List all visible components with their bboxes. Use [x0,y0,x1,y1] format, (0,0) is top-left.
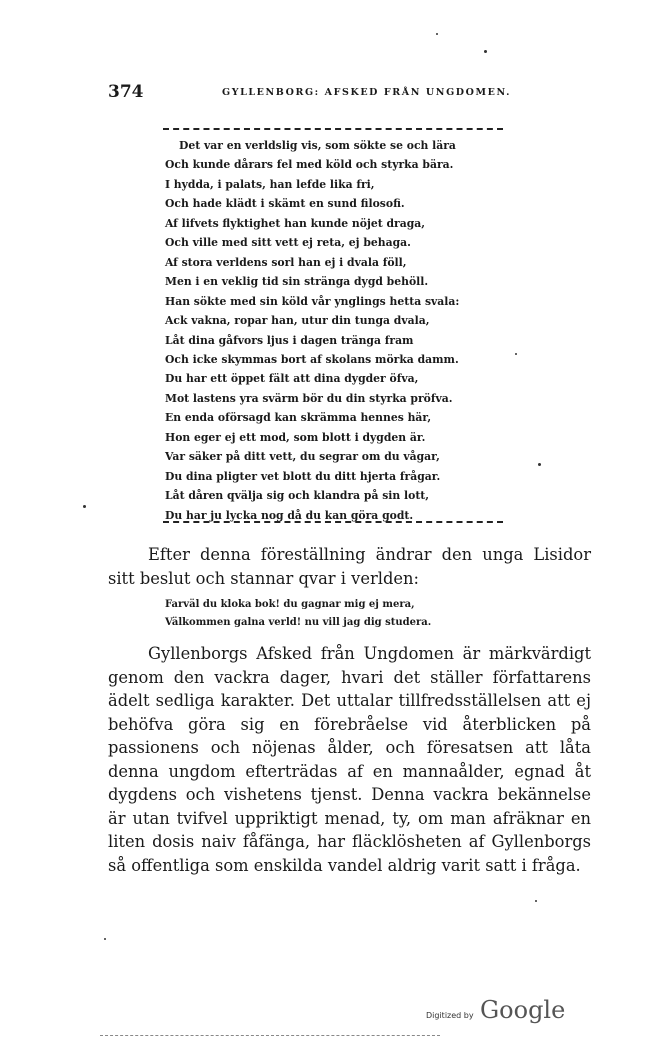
body-paragraph-1: Efter denna föreställning ändrar den unga Lisidor sitt beslut och stannar qvar i verlden: [108,545,591,588]
scan-speck [484,50,487,53]
poem-line: Du har ett öppet fält att dina dygder öfva, [165,372,419,386]
poem-line: En enda oförsagd kan skrämma hennes här, [165,411,432,425]
poem-line: Du har ju lycka nog då du kan göra godt. [165,508,414,522]
google-logo: Google [480,996,566,1024]
poem-line: Det var en verldslig vis, som sökte se och lära [179,139,456,152]
poem-line: Men i en veklig tid sin stränga dygd behöll. [165,275,429,289]
poem-line: Mot lastens yra svärm bör du din styrka pröfva. [165,391,453,405]
page-header [108,82,603,106]
poem-line: Och ville med sitt vett ej reta, ej behaga. [165,236,411,250]
poem-block [165,136,510,525]
scan-edge-noise [100,1035,440,1036]
poem-line: Hon eger ej ett mod, som blott i dygden är. [165,430,426,444]
running-title: GYLLENBORG: AFSKED FRÅN UNGDOMEN. [222,87,512,98]
couplet-line: Farväl du kloka bok! du gagnar mig ej mera, [165,599,415,610]
couplet-block [165,596,505,632]
poem-line: Af stora verldens sorl han ej i dvala föll, [165,255,407,269]
scan-speck [436,33,438,35]
couplet-line: Välkommen galna verld! nu vill jag dig studera. [165,617,432,628]
poem-line: Han sökte med sin köld vår ynglings hetta svala: [165,294,460,308]
bottom-dashed-rule [163,521,503,523]
poem-line: Du dina pligter vet blott du ditt hjerta frågar. [165,469,441,483]
poem-line: Låt dåren qvälja sig och klandra på sin lott, [165,489,430,503]
digitized-by-label: Digitized by [426,1011,474,1020]
poem-line: I hydda, i palats, han lefde lika fri, [165,177,375,191]
scan-speck [538,463,541,466]
poem-line: Låt dina gåfvors ljus i dagen tränga fram [165,333,414,347]
top-dashed-rule [163,128,503,130]
scan-speck [515,353,517,355]
poem-line: Och icke skymmas bort af skolans mörka damm. [165,352,459,366]
poem-line: Var säker på ditt vett, du segrar om du vågar, [165,450,440,464]
poem-line: Ack vakna, ropar han, utur din tunga dvala, [165,314,430,328]
poem-line: Af lifvets flyktighet han kunde nöjet draga, [165,216,426,230]
poem-line: Och kunde dårars fel med köld och styrka bära. [165,158,454,172]
digitization-watermark [426,996,566,1026]
poem-line: Och hade klädt i skämt en sund filosofi. [165,197,405,211]
scan-speck [535,900,537,902]
body-paragraph-2: Gyllenborgs Afsked från Ungdomen är märkvärdigt genom den vackra dager, hvari det ställer författarens ädelt sedliga karakter. Det uttalar tillfredsställelsen att ej behöfva göra sig en förebråelse vid återblicken på passionens och nöjenas ålder, och föresatsen att låta denna ungdom efterträdas af en mannaålder, egnad åt dygdens och vishetens tjenst. Denna vackra bekännelse är utan tvifvel uppriktigt menad, ty, om man afräknar en liten dosis naiv fåfänga, har fläcklösheten af Gyllenborgs så offentliga som enskilda vandel aldrig varit satt i fråga. [108,644,591,875]
scan-speck [83,505,86,508]
page-number: 374 [108,82,144,102]
scan-speck [104,938,106,940]
